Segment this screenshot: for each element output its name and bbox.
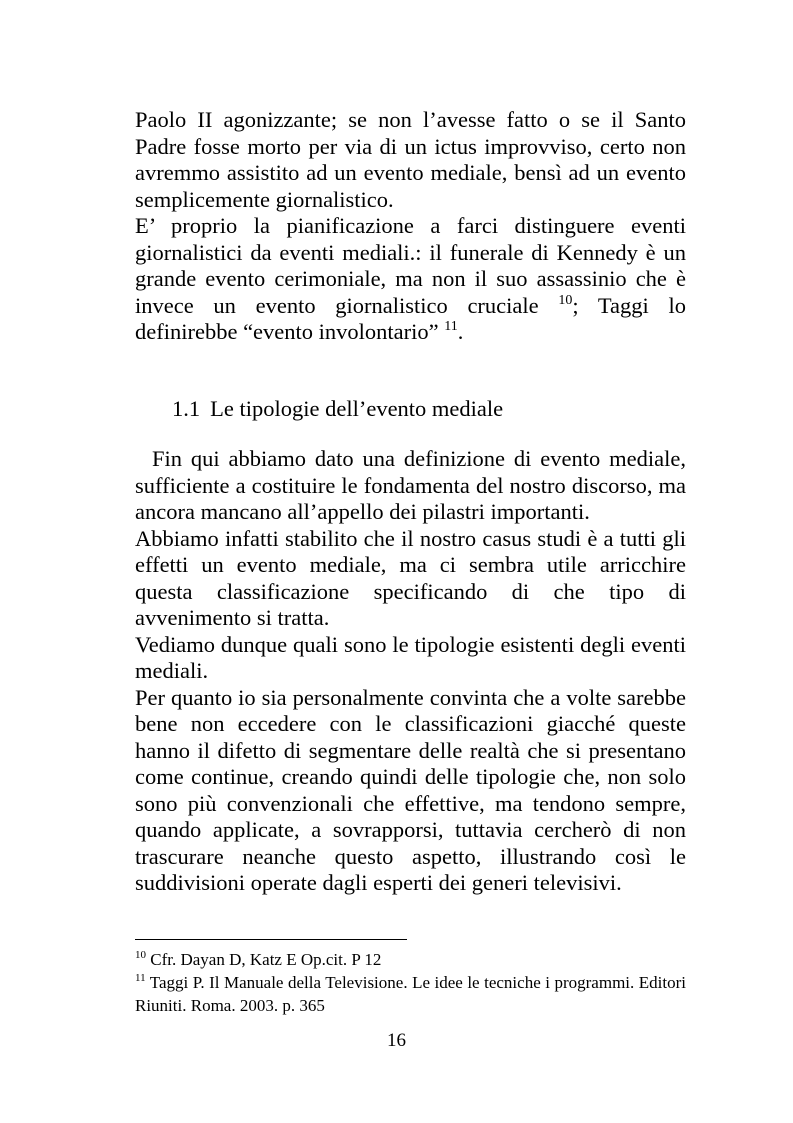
footnote-text: Taggi P. Il Manuale della Televisione. Le idee le tecniche i programmi. Editori Riuniti. Roma. 2003. p. 365 (135, 973, 686, 1015)
paragraph-text: ; Taggi lo definirebbe “evento involontario” (135, 292, 686, 344)
footnotes (135, 948, 686, 1017)
footnote (135, 971, 686, 1017)
page-number: 16 (387, 1030, 406, 1051)
body-text-block-2 (135, 446, 686, 897)
section-heading (172, 396, 503, 423)
paragraph-text: E’ proprio la pianificazione a farci distinguere eventi giornalistici da eventi mediali.: il funerale di Kennedy è un grande evento cerimoniale, ma non il suo assassinio che è invece un evento giornalistico cruciale (135, 213, 686, 318)
paragraph: Fin qui abbiamo dato una definizione di evento mediale, sufficiente a costituire le fondamenta del nostro discorso, ma ancora mancano all’appello dei pilastri importanti. (135, 446, 686, 524)
footnote-number: 10 (135, 949, 146, 961)
section-title: Le tipologie dell’evento mediale (210, 396, 504, 421)
paragraph (135, 213, 686, 346)
paragraph: Abbiamo infatti stabilito che il nostro casus studi è a tutti gli effetti un evento mediale, ma ci sembra utile arricchire questa classificazione specificando di che tipo di avvenimento si tratta. (135, 525, 686, 630)
footnote-number: 11 (135, 972, 146, 984)
paragraph: Paolo II agonizzante; se non l’avesse fatto o se il Santo Padre fosse morto per via di un ictus improvviso, certo non avremmo assistito ad un evento mediale, bensì ad un evento semplicemente giornalistico. (135, 107, 686, 212)
footnote-reference: 10 (558, 292, 573, 308)
paragraph: Per quanto io sia personalmente convinta che a volte sarebbe bene non eccedere con le classificazioni giacché queste hanno il difetto di segmentare delle realtà che si presentano come continue, creando quindi delle tipologie che, non solo sono più convenzionali che effettive, ma tendono sempre, quando applicate, a sovrapporsi, tuttavia cercherò di non trascurare neanche questo aspetto, illustrando così le suddivisioni operate dagli esperti dei generi televisivi. (135, 684, 686, 895)
footnote-reference: 11 (444, 319, 458, 334)
paragraph-text: . (457, 319, 464, 344)
body-text-block-1 (135, 107, 686, 346)
footnote-separator (135, 939, 407, 940)
section-number: 1.1 (172, 396, 201, 421)
paragraph: Vediamo dunque quali sono le tipologie esistenti degli eventi mediali. (135, 631, 686, 683)
footnote-text: Cfr. Dayan D, Katz E Op.cit. P 12 (146, 950, 382, 969)
footnote (135, 948, 686, 971)
